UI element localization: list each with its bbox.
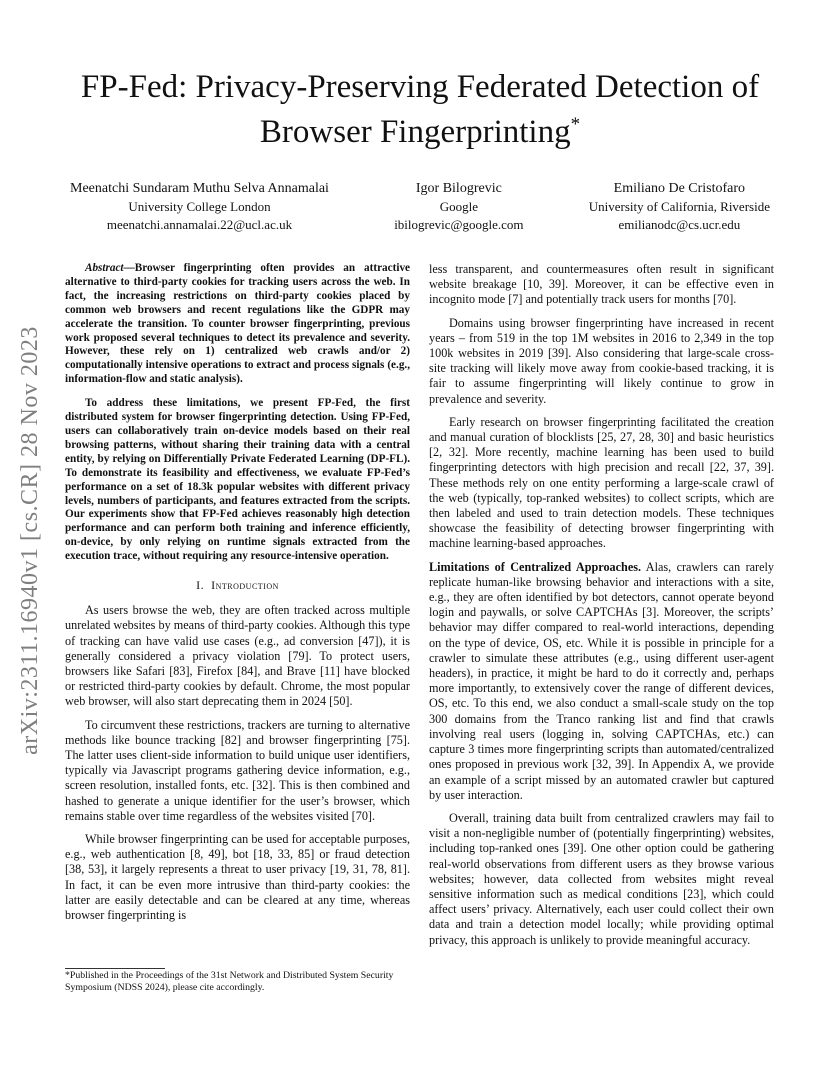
author-2 bbox=[394, 180, 523, 234]
intro-paragraph-2: To circumvent these restrictions, trackers are turning to alternative methods like bounce tracking [82] and browser fingerprinting [75]. The latter uses client-side information to build unique user identifiers, typically via Javascript programs gathering device information, e.g., screen resolution, installed fonts, etc. [32]. This is then combined and hashed to generate a unique identifier for the user’s browser, which remains stable over time regardless of the websites visited [70]. bbox=[65, 717, 410, 823]
author-email: meenatchi.annamalai.22@ucl.ac.uk bbox=[106, 217, 293, 232]
intro-paragraph-1: As users browse the web, they are often tracked across multiple unrelated websites by means of third-party cookies. Although this type of tracking can have valid use cases (e.g., ad conversion [47]), it is generally considered a privacy violation [79]. To protect users, browsers like Safari [83], Firefox [84], and Brave [11] have blocked or restricted third-party cookies by default. Chrome, the most popular web browser, will also start deprecating them in 2024 [50]. bbox=[65, 603, 410, 709]
author-1 bbox=[70, 180, 329, 234]
abstract bbox=[65, 262, 410, 564]
author-name: Meenatchi Sundaram Muthu Selva Annamalai bbox=[70, 181, 329, 196]
arxiv-stamp: arXiv:2311.16940v1 [cs.CR] 28 Nov 2023 bbox=[16, 325, 43, 755]
author-affiliation: Google bbox=[439, 199, 478, 214]
title-footnote-mark: * bbox=[570, 114, 581, 135]
footnote: *Published in the Proceedings of the 31st Network and Distributed System Security Symposium (NDSS 2024), please cite accordingly. bbox=[65, 970, 394, 993]
author-block bbox=[70, 180, 770, 234]
body-paragraph-limitations bbox=[429, 560, 774, 803]
left-column bbox=[65, 262, 410, 931]
section-title: Introduction bbox=[211, 578, 279, 593]
paper-title bbox=[70, 68, 770, 151]
title-line-2 bbox=[70, 106, 770, 151]
abstract-paragraph-1 bbox=[65, 262, 410, 387]
arxiv-identifier bbox=[0, 270, 60, 810]
author-name: Emiliano De Cristofaro bbox=[613, 181, 746, 196]
abstract-paragraph-2: To address these limitations, we present FP-Fed, the first distributed system for browser fingerprinting detection. Using FP-Fed, users can collaboratively train on-device models based on their real browsing patterns, without sharing their training data with a central entity, by relying on Differentially Private Federated Learning (DP-FL). To demonstrate its feasibility and effectiveness, we evaluate FP-Fed’s performance on a set of 18.3k popular websites with different privacy levels, numbers of participants, and features extracted from the scripts. Our experiments show that FP-Fed achieves reasonably high detection performance and can perform both training and inference efficiently, on-device, by only relying on runtime signals extracted from the execution trace, without requiring any resource-intensive operation. bbox=[65, 397, 410, 563]
body-paragraph-overall: Overall, training data built from centralized crawlers may fail to visit a non-negligible number of (potentially fingerprinting) websites, including top-ranked ones [39]. One other option could be gathering real-world observations from different users as they browse various websites; however, data collected from websites might reveal sensitive information such as medical conditions [23], which could affect users’ privacy. Alternatively, each user could collect their own data and train a detection model locally; while providing optimal privacy, this approach is unlikely to provide meaningful accuracy. bbox=[429, 810, 774, 947]
abstract-label: Abstract bbox=[85, 262, 124, 274]
author-email: emilianodc@cs.ucr.edu bbox=[618, 217, 741, 232]
author-email: ibilogrevic@google.com bbox=[394, 217, 524, 232]
title-line-1: FP-Fed: Privacy-Preserving Federated Detection of bbox=[80, 69, 760, 105]
author-3 bbox=[589, 180, 770, 234]
limitations-text: Alas, crawlers can rarely replicate human-like browsing behavior and interactions with a site, e.g., they are often identified by bot detectors, cannot operate beyond login and paywalls, or solve CAPTCHAs [3]. Moreover, the scripts’ behavior may differ compared to real-world interactions, depending on the type of device, OS, etc. While it is possible in principle for a crawler to simulate these attributes (e.g., using different user-agent headers), in practice, it might be hard to do it correctly and, perhaps more importantly, to extensively cover the range of different devices, OS, etc. To this end, we also conduct a small-scale study on the top 300 domains from the Tranco ranking list and find that crawls involving real users (logging in, solving CAPTCHAs, etc.) can capture 3 times more fingerprinting scripts than automated/centralized ones proposed in previous work [32, 39]. In Appendix A, we provide an example of a script missed by an automated crawler but captured by user interaction. bbox=[429, 559, 774, 802]
body-paragraph-early-research: Early research on browser fingerprinting facilitated the creation and manual curation of blocklists [25, 27, 28, 30] and basic heuristics [2, 32]. More recently, machine learning has been used to build fingerprinting detectors with high precision and recall [22, 37, 39]. These methods rely on one entity performing a large-scale crawl of the web (typically, top-ranked websites) to collect scripts, which are then labeled and used to train detection models. These techniques showcase the feasibility of detecting browser fingerprinting with machine learning-based approaches. bbox=[429, 414, 774, 551]
abstract-text-1: —Browser fingerprinting often provides an attractive alternative to third-party cookies for tracking users across the web. In fact, the increasing restrictions on third-party cookies placed by common web browsers and recent regulations like the GDPR may accelerate the transition. To counter browser fingerprinting, previous work proposed several techniques to detect its prevalence and severity. However, these rely on 1) centralized web crawls and/or 2) computationally intensive operations to extract and process signals (e.g., information-flow and static analysis). bbox=[65, 262, 410, 386]
section-heading-introduction bbox=[65, 578, 410, 593]
section-number: I. bbox=[196, 578, 205, 593]
body-paragraph-domains: Domains using browser fingerprinting have increased in recent years – from 519 in the top 1M websites in 2016 to 2,349 in the top 100k websites in 2019 [39]. Also considering that large-scale cross-site tracking will likely move away from cookie-based tracking, it is fair to assume fingerprinting will likely continue to grow in prevalence and severity. bbox=[429, 315, 774, 406]
title-line-2-text: Browser Fingerprinting bbox=[259, 114, 571, 150]
footnote-divider bbox=[65, 968, 165, 969]
body-paragraph-continued: less transparent, and countermeasures often result in significant website breakage [10, 39]. Moreover, it can be effective even in incognito mode [7] and potentially track users for months [70]. bbox=[429, 262, 774, 307]
author-affiliation: University College London bbox=[128, 199, 271, 214]
author-name: Igor Bilogrevic bbox=[415, 181, 502, 196]
intro-paragraph-3: While browser fingerprinting can be used for acceptable purposes, e.g., web authentication [8, 49], bot [18, 33, 85] or fraud detection [38, 53], it largely represents a threat to user privacy [19, 31, 78, 81]. In fact, it can be even more intrusive than third-party cookies: the latter are easily detectable and can be cleared at any time, whereas browser fingerprinting is bbox=[65, 832, 410, 923]
right-column bbox=[429, 262, 774, 956]
limitations-run-in-heading: Limitations of Centralized Approaches. bbox=[429, 559, 642, 574]
author-affiliation: University of California, Riverside bbox=[588, 199, 770, 214]
